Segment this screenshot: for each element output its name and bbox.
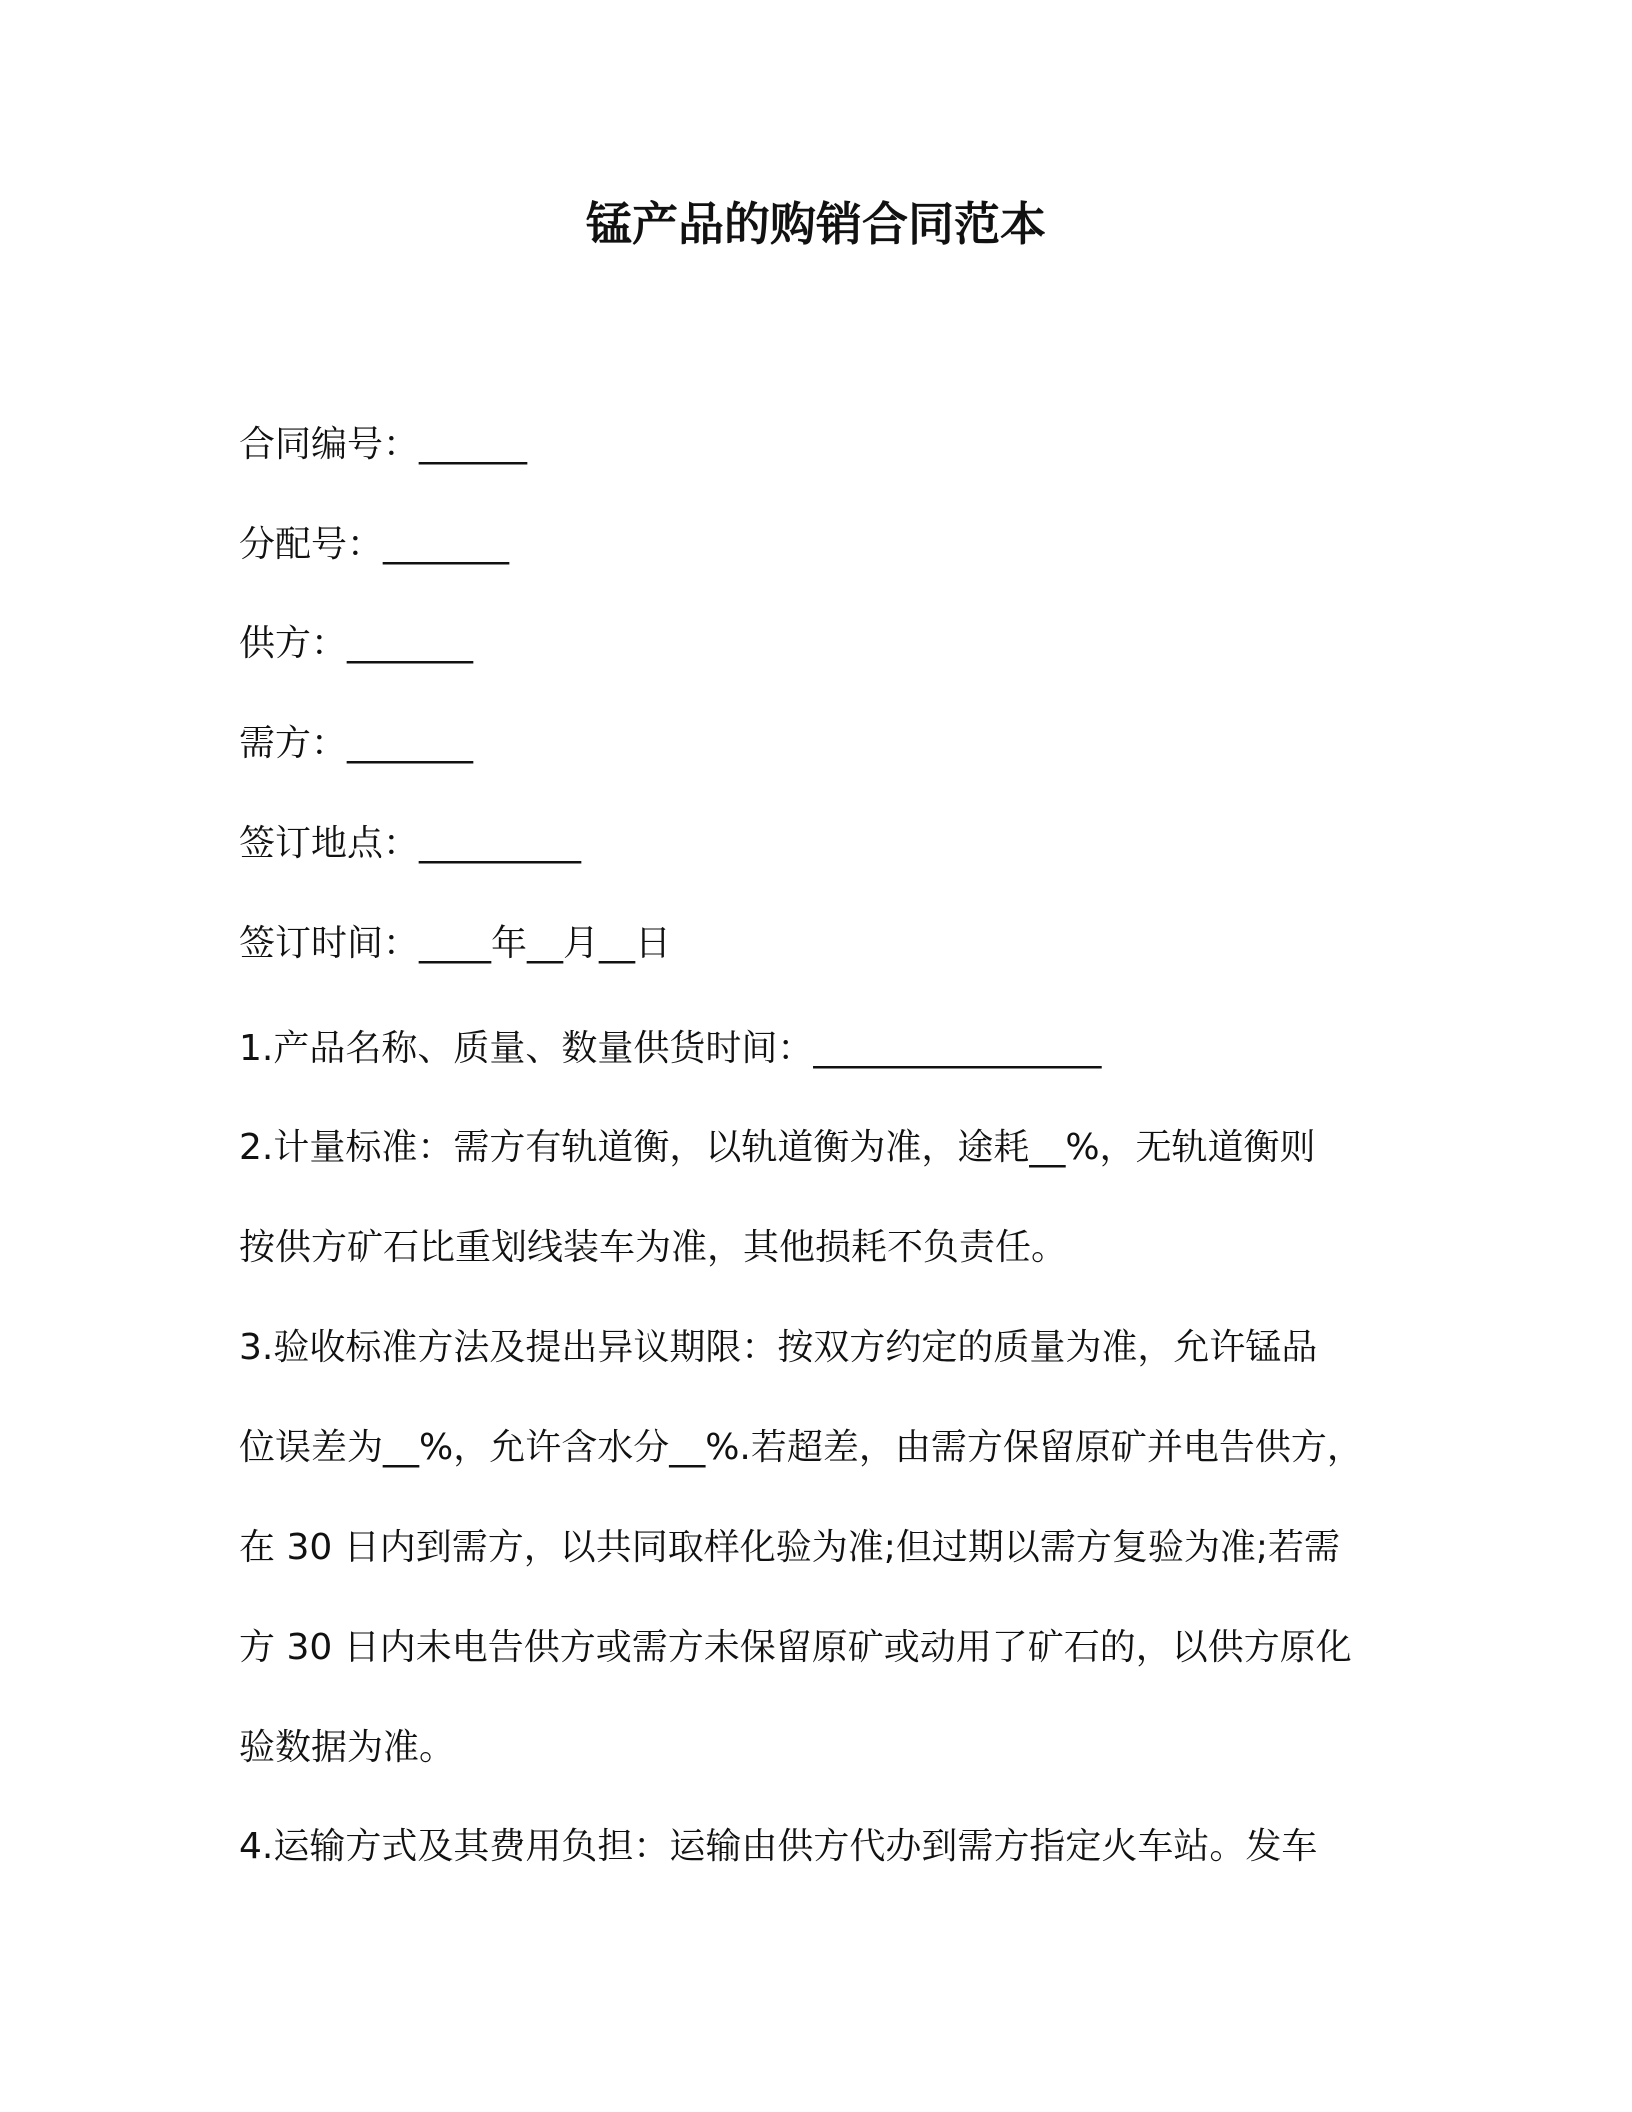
- field-contract-number: 合同编号：______: [239, 424, 528, 465]
- clause-line: 验数据为准。: [239, 1727, 456, 1768]
- field-supplier: 供方：_______: [239, 623, 474, 664]
- clause-line: 位误差为__%，允许含水分__%.若超差，由需方保留原矿并电告供方，: [239, 1427, 1363, 1468]
- clause-line: 方 30 日内未电告供方或需方未保留原矿或动用了矿石的，以供方原化: [239, 1627, 1352, 1668]
- clause-line: 3.验收标准方法及提出异议期限：按双方约定的质量为准，允许锰品: [239, 1327, 1318, 1368]
- field-allocation-number: 分配号：_______: [239, 524, 510, 565]
- clause-line: 按供方矿石比重划线装车为准，其他损耗不负责任。: [239, 1227, 1068, 1268]
- field-buyer: 需方：_______: [239, 723, 474, 764]
- clause-line: 在 30 日内到需方，以共同取样化验为准;但过期以需方复验为准;若需: [239, 1527, 1340, 1568]
- clause-line: 4.运输方式及其费用负担：运输由供方代办到需方指定火车站。发车: [239, 1826, 1318, 1867]
- clause-line: 2.计量标准：需方有轨道衡，以轨道衡为准，途耗__%，无轨道衡则: [239, 1127, 1316, 1168]
- field-signing-date: 签订时间：____年__月__日: [239, 923, 672, 964]
- field-signing-place: 签订地点：_________: [239, 823, 582, 864]
- document-title: 锰产品的购销合同范本: [586, 197, 1046, 251]
- clause-line: 1.产品名称、质量、数量供货时间：________________: [239, 1028, 1102, 1069]
